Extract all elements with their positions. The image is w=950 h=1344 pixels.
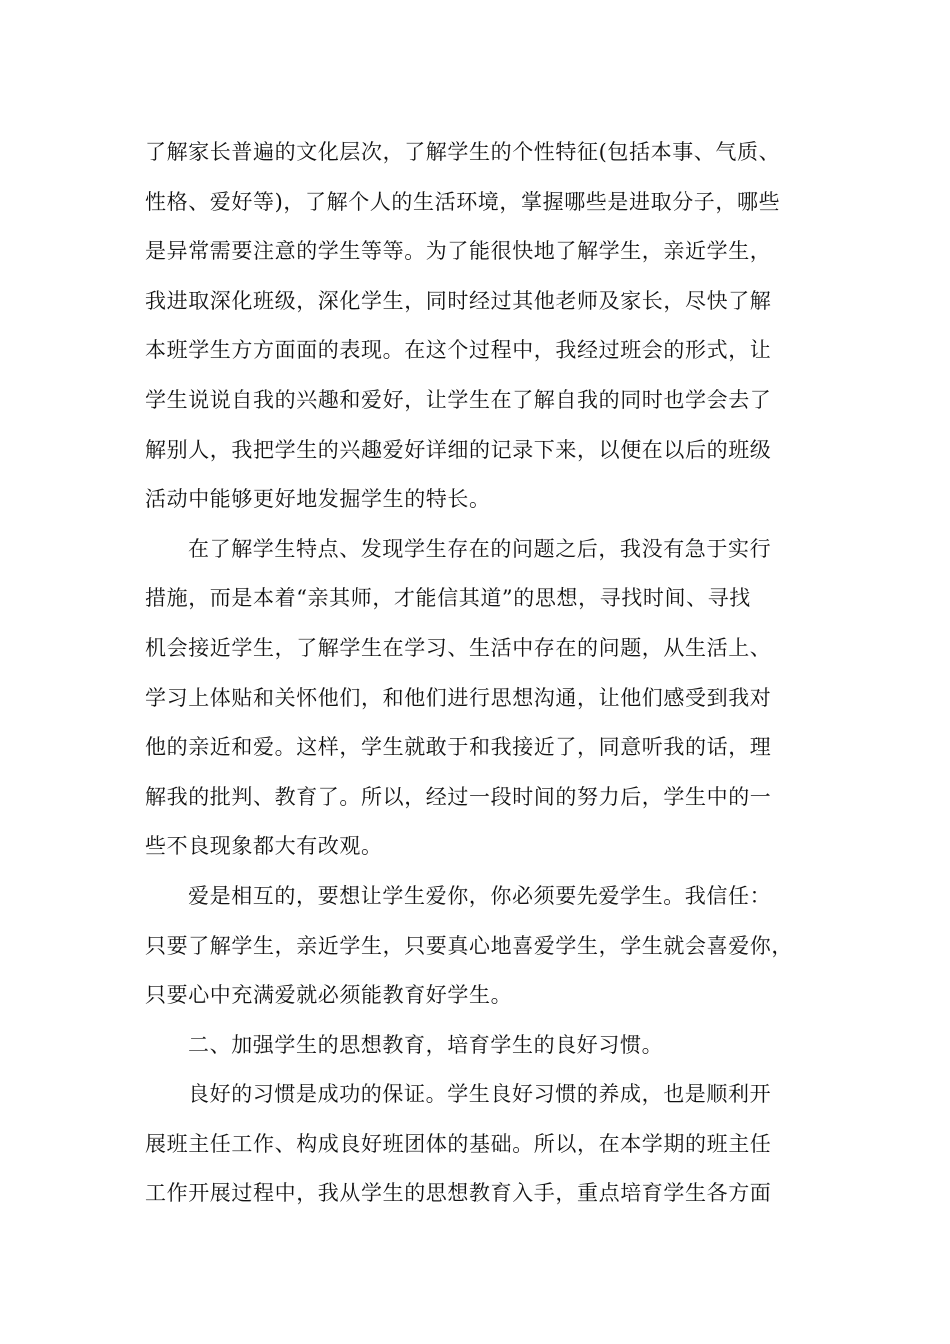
text-line: 学习上体贴和关怀他们，和他们进行思想沟通，让他们感受到我对 [145,685,772,710]
text-line: 他的亲近和爱。这样，学生就敢于和我接近了，同意听我的话，理 [145,735,772,760]
text-line: 工作开展过程中，我从学生的思想教育入手，重点培育学生各方面 [145,1181,772,1206]
section-heading: 二、加强学生的思想教育，培育学生的良好习惯。 [188,1032,664,1057]
text-line: 措施，而是本着“亲其师，才能信其道”的思想，寻找时间、寻找 [145,586,751,611]
paragraph-start-line: 爱是相互的，要想让学生爱你，你必须要先爱学生。我信任： [188,883,772,908]
text-line: 些不良现象都大有改观。 [145,834,383,859]
text-line: 展班主任工作、构成良好班团体的基础。所以，在本学期的班主任 [145,1131,772,1156]
text-line: 活动中能够更好地发掘学生的特长。 [145,487,491,512]
paragraph-start-line: 在了解学生特点、发现学生存在的问题之后，我没有急于实行 [188,536,772,561]
text-line: 只要了解学生，亲近学生，只要真心地喜爱学生，学生就会喜爱你， [145,933,793,958]
body-text [145,128,825,1219]
text-line: 性格、爱好等)，了解个人的生活环境，掌握哪些是进取分子，哪些 [145,189,781,214]
text-line: 解我的批判、教育了。所以，经过一段时间的努力后，学生中的一 [145,784,772,809]
text-line: 学生说说自我的兴趣和爱好，让学生在了解自我的同时也学会去了 [145,387,772,412]
text-line: 是异常需要注意的学生等等。为了能很快地了解学生，亲近学生， [145,239,772,264]
paragraph-start-line: 良好的习惯是成功的保证。学生良好习惯的养成，也是顺利开 [188,1082,772,1107]
text-line: 了解家长普遍的文化层次，了解学生的个性特征(包括本事、气质、 [145,140,781,164]
text-line: 我进取深化班级，深化学生，同时经过其他老师及家长，尽快了解 [145,288,772,313]
text-line: 本班学生方方面面的表现。在这个过程中，我经过班会的形式，让 [145,338,772,363]
text-line: 解别人，我把学生的兴趣爱好详细的记录下来，以便在以后的班级 [145,437,772,462]
text-line: 只要心中充满爱就必须能教育好学生。 [145,983,513,1008]
text-line: 机会接近学生，了解学生在学习、生活中存在的问题，从生活上、 [145,635,772,660]
